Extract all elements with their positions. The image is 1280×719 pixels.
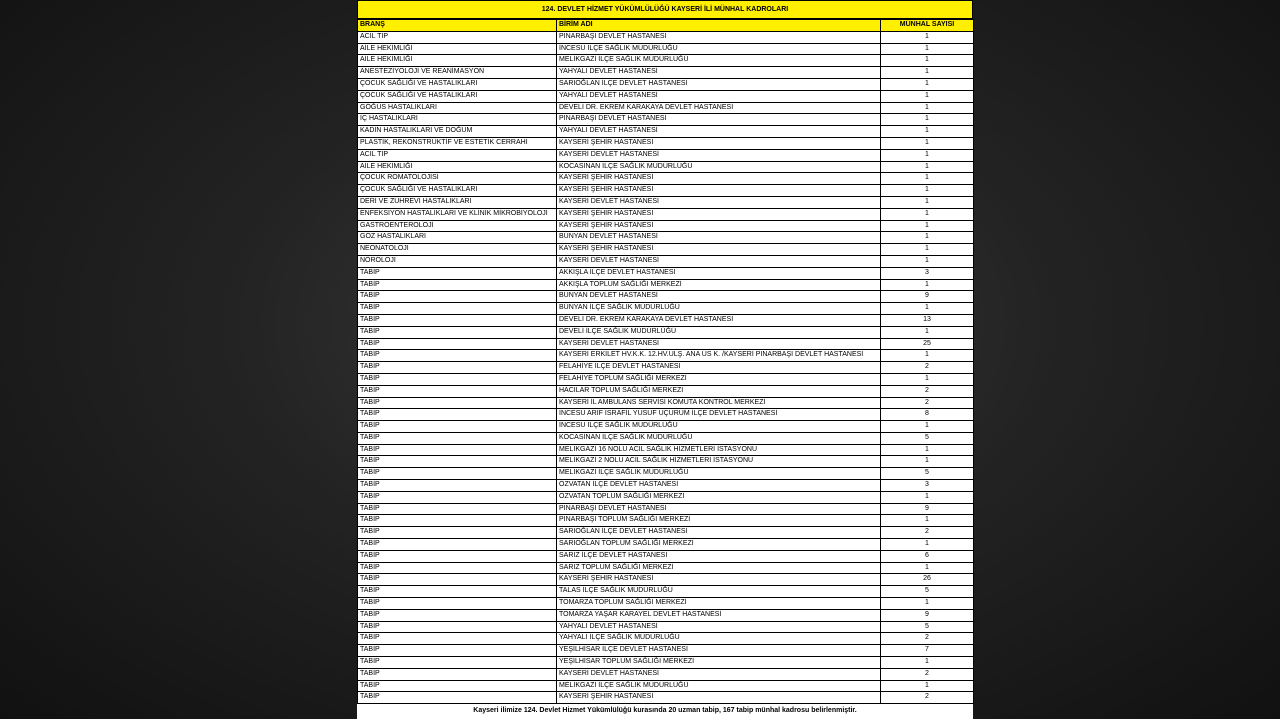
cell-unit: DEVELİ DR. EKREM KARAKAYA DEVLET HASTANESİ — [557, 102, 881, 114]
cell-vacancy-count: 1 — [881, 657, 974, 669]
cell-unit: MELİKGAZİ İLÇE SAĞLIK MÜDÜRLÜĞÜ — [557, 55, 881, 67]
cell-unit: TOMARZA TOPLUM SAĞLIĞI MERKEZİ — [557, 598, 881, 610]
table-row — [358, 397, 974, 409]
cell-unit: KAYSERİ ŞEHİR HASTANESİ — [557, 692, 881, 704]
table-row — [358, 645, 974, 657]
cell-branch: TABİP — [358, 291, 557, 303]
cell-unit: BÜNYAN İLÇE SAĞLIK MÜDÜRLÜĞÜ — [557, 303, 881, 315]
table-row — [358, 692, 974, 704]
cell-unit: YEŞİLHİSAR TOPLUM SAĞLIĞI MERKEZİ — [557, 657, 881, 669]
cell-unit: KAYSERİ ŞEHİR HASTANESİ — [557, 244, 881, 256]
cell-branch: TABİP — [358, 586, 557, 598]
cell-vacancy-count: 1 — [881, 137, 974, 149]
cell-branch: PLASTİK, REKONSTRÜKTİF VE ESTETİK CERRAHİ — [358, 137, 557, 149]
table-row — [358, 173, 974, 185]
cell-branch: TABİP — [358, 279, 557, 291]
table-row — [358, 185, 974, 197]
cell-unit: SARIZ TOPLUM SAĞLIĞI MERKEZİ — [557, 562, 881, 574]
cell-vacancy-count: 2 — [881, 527, 974, 539]
cell-branch: ÇOCUK SAĞLIĞI VE HASTALIKLARI — [358, 78, 557, 90]
cell-branch: TABİP — [358, 326, 557, 338]
table-row — [358, 515, 974, 527]
cell-unit: YAHYALI DEVLET HASTANESİ — [557, 90, 881, 102]
table-row — [358, 385, 974, 397]
cell-vacancy-count: 1 — [881, 515, 974, 527]
cell-vacancy-count: 1 — [881, 491, 974, 503]
table-row — [358, 668, 974, 680]
cell-branch: NEONATOLOJİ — [358, 244, 557, 256]
cell-unit: KAYSERİ ŞEHİR HASTANESİ — [557, 574, 881, 586]
table-row — [358, 432, 974, 444]
cell-vacancy-count: 1 — [881, 43, 974, 55]
cell-branch: TABİP — [358, 562, 557, 574]
cell-branch: GÖZ HASTALIKLARI — [358, 232, 557, 244]
cell-unit: KAYSERİ ŞEHİR HASTANESİ — [557, 137, 881, 149]
cell-vacancy-count: 2 — [881, 362, 974, 374]
table-row — [358, 255, 974, 267]
cell-unit: TALAS İLÇE SAĞLIK MÜDÜRLÜĞÜ — [557, 586, 881, 598]
cell-branch: TABİP — [358, 609, 557, 621]
cell-vacancy-count: 1 — [881, 350, 974, 362]
table-row — [358, 409, 974, 421]
cell-vacancy-count: 1 — [881, 196, 974, 208]
cell-unit: MELİKGAZİ 2 NOLU ACİL SAĞLIK HİZMETLERİ İSTASYONU — [557, 456, 881, 468]
cell-branch: TABİP — [358, 362, 557, 374]
cell-branch: ACİL TIP — [358, 149, 557, 161]
table-row — [358, 102, 974, 114]
cell-vacancy-count: 2 — [881, 385, 974, 397]
cell-branch: TABİP — [358, 385, 557, 397]
cell-branch: TABİP — [358, 621, 557, 633]
table-row — [358, 232, 974, 244]
cell-vacancy-count: 1 — [881, 303, 974, 315]
cell-branch: TABİP — [358, 456, 557, 468]
table-header-row — [358, 20, 974, 32]
cell-unit: TOMARZA YAŞAR KARAYEL DEVLET HASTANESİ — [557, 609, 881, 621]
table-row — [358, 598, 974, 610]
table-row — [358, 586, 974, 598]
cell-branch: İÇ HASTALIKLARI — [358, 114, 557, 126]
cell-vacancy-count: 1 — [881, 114, 974, 126]
cell-branch: NÖROLOJİ — [358, 255, 557, 267]
table-row — [358, 680, 974, 692]
table-row — [358, 503, 974, 515]
table-row — [358, 126, 974, 138]
cell-unit: SARIOĞLAN İLÇE DEVLET HASTANESİ — [557, 78, 881, 90]
cell-vacancy-count: 1 — [881, 421, 974, 433]
cell-vacancy-count: 9 — [881, 609, 974, 621]
cell-branch: TABİP — [358, 338, 557, 350]
table-row — [358, 633, 974, 645]
cell-vacancy-count: 1 — [881, 373, 974, 385]
cell-vacancy-count: 1 — [881, 126, 974, 138]
cell-unit: SARIOĞLAN İLÇE DEVLET HASTANESİ — [557, 527, 881, 539]
table-row — [358, 303, 974, 315]
cell-branch: TABİP — [358, 574, 557, 586]
table-row — [358, 456, 974, 468]
cell-unit: YAHYALI İLÇE SAĞLIK MÜDÜRLÜĞÜ — [557, 633, 881, 645]
cell-branch: TABİP — [358, 303, 557, 315]
cell-unit: MELİKGAZİ İLÇE SAĞLIK MÜDÜRLÜĞÜ — [557, 680, 881, 692]
cell-branch: TABİP — [358, 645, 557, 657]
cell-unit: SARIZ İLÇE DEVLET HASTANESİ — [557, 550, 881, 562]
cell-vacancy-count: 26 — [881, 574, 974, 586]
cell-vacancy-count: 1 — [881, 680, 974, 692]
cell-branch: ENFEKSİYON HASTALIKLARI VE KLİNİK MİKROBİYOLOJİ — [358, 208, 557, 220]
cell-unit: SARIOĞLAN TOPLUM SAĞLIĞI MERKEZİ — [557, 539, 881, 551]
table-row — [358, 291, 974, 303]
cell-unit: PINARBAŞI DEVLET HASTANESİ — [557, 114, 881, 126]
cell-vacancy-count: 6 — [881, 550, 974, 562]
cell-branch: TABİP — [358, 657, 557, 669]
table-row — [358, 114, 974, 126]
table-row — [358, 208, 974, 220]
cell-vacancy-count: 1 — [881, 598, 974, 610]
cell-branch: TABİP — [358, 633, 557, 645]
document-sheet — [357, 0, 973, 719]
cell-unit: ÖZVATAN TOPLUM SAĞLIĞI MERKEZİ — [557, 491, 881, 503]
cell-unit: YEŞİLHİSAR İLÇE DEVLET HASTANESİ — [557, 645, 881, 657]
cell-unit: MELİKGAZİ 16 NOLU ACİL SAĞLIK HİZMETLERİ İSTASYONU — [557, 444, 881, 456]
table-row — [358, 350, 974, 362]
cell-vacancy-count: 1 — [881, 279, 974, 291]
table-row — [358, 468, 974, 480]
cell-branch: GASTROENTEROLOJİ — [358, 220, 557, 232]
table-row — [358, 31, 974, 43]
table-row — [358, 539, 974, 551]
cell-vacancy-count: 1 — [881, 456, 974, 468]
cell-vacancy-count: 3 — [881, 267, 974, 279]
cell-branch: ÇOCUK ROMATOLOJİSİ — [358, 173, 557, 185]
cell-branch: TABİP — [358, 515, 557, 527]
cell-vacancy-count: 3 — [881, 480, 974, 492]
cell-vacancy-count: 9 — [881, 503, 974, 515]
cell-unit: DEVELİ DR. EKREM KARAKAYA DEVLET HASTANESİ — [557, 314, 881, 326]
cell-vacancy-count: 1 — [881, 55, 974, 67]
cell-vacancy-count: 1 — [881, 326, 974, 338]
cell-unit: PINARBAŞI DEVLET HASTANESİ — [557, 31, 881, 43]
cell-unit: YAHYALI DEVLET HASTANESİ — [557, 126, 881, 138]
column-header-vacancy-count: MÜNHAL SAYISI — [881, 20, 974, 32]
cell-vacancy-count: 1 — [881, 444, 974, 456]
cell-unit: KAYSERİ ŞEHİR HASTANESİ — [557, 185, 881, 197]
cell-unit: PINARBAŞI DEVLET HASTANESİ — [557, 503, 881, 515]
cell-unit: HACILAR TOPLUM SAĞLIĞI MERKEZİ — [557, 385, 881, 397]
cell-unit: İNCESU ARİF İSRAFİL YUSUF UÇURUM İLÇE DEVLET HASTANESİ — [557, 409, 881, 421]
cell-unit: PINARBAŞI TOPLUM SAĞLIĞI MERKEZİ — [557, 515, 881, 527]
cell-branch: TABİP — [358, 598, 557, 610]
cell-branch: TABİP — [358, 350, 557, 362]
cell-branch: TABİP — [358, 539, 557, 551]
cell-unit: KOCASİNAN İLÇE SAĞLIK MÜDÜRLÜĞÜ — [557, 432, 881, 444]
table-row — [358, 279, 974, 291]
cell-unit: KAYSERİ ERKİLET HV.K.K. 12.HV.ULŞ. ANA ÜS K. /KAYSERİ PINARBAŞI DEVLET HASTANESİ — [557, 350, 881, 362]
cell-branch: TABİP — [358, 444, 557, 456]
cell-vacancy-count: 5 — [881, 468, 974, 480]
cell-unit: AKKIŞLA TOPLUM SAĞLIĞI MERKEZİ — [557, 279, 881, 291]
table-row — [358, 550, 974, 562]
table-row — [358, 444, 974, 456]
table-row — [358, 244, 974, 256]
cell-vacancy-count: 1 — [881, 102, 974, 114]
cell-branch: TABİP — [358, 550, 557, 562]
cell-vacancy-count: 2 — [881, 397, 974, 409]
cell-branch: ACİL TIP — [358, 31, 557, 43]
cell-unit: İNCESU İLÇE SAĞLIK MÜDÜRLÜĞÜ — [557, 43, 881, 55]
cell-branch: TABİP — [358, 668, 557, 680]
cell-unit: KAYSERİ DEVLET HASTANESİ — [557, 196, 881, 208]
table-row — [358, 609, 974, 621]
cell-branch: TABİP — [358, 692, 557, 704]
cell-unit: MELİKGAZİ İLÇE SAĞLIK MÜDÜRLÜĞÜ — [557, 468, 881, 480]
cell-vacancy-count: 1 — [881, 173, 974, 185]
table-row — [358, 161, 974, 173]
table-row — [358, 67, 974, 79]
table-row — [358, 55, 974, 67]
vacancy-table — [357, 19, 974, 704]
table-row — [358, 421, 974, 433]
column-header-branch: BRANŞ — [358, 20, 557, 32]
cell-branch: TABİP — [358, 480, 557, 492]
cell-branch: TABİP — [358, 267, 557, 279]
cell-vacancy-count: 1 — [881, 232, 974, 244]
cell-vacancy-count: 9 — [881, 291, 974, 303]
cell-unit: AKKIŞLA İLÇE DEVLET HASTANESİ — [557, 267, 881, 279]
cell-vacancy-count: 1 — [881, 149, 974, 161]
cell-branch: AİLE HEKİMLİĞİ — [358, 161, 557, 173]
table-row — [358, 137, 974, 149]
cell-vacancy-count: 1 — [881, 67, 974, 79]
cell-unit: KAYSERİ DEVLET HASTANESİ — [557, 149, 881, 161]
cell-unit: KAYSERİ ŞEHİR HASTANESİ — [557, 208, 881, 220]
cell-branch: TABİP — [358, 468, 557, 480]
cell-branch: TABİP — [358, 421, 557, 433]
table-row — [358, 196, 974, 208]
cell-vacancy-count: 1 — [881, 185, 974, 197]
cell-unit: ÖZVATAN İLÇE DEVLET HASTANESİ — [557, 480, 881, 492]
table-row — [358, 338, 974, 350]
cell-unit: İNCESU İLÇE SAĞLIK MÜDÜRLÜĞÜ — [557, 421, 881, 433]
table-row — [358, 621, 974, 633]
cell-vacancy-count: 8 — [881, 409, 974, 421]
cell-branch: ÇOCUK SAĞLIĞI VE HASTALIKLARI — [358, 185, 557, 197]
cell-vacancy-count: 1 — [881, 31, 974, 43]
cell-vacancy-count: 1 — [881, 78, 974, 90]
cell-vacancy-count: 7 — [881, 645, 974, 657]
cell-vacancy-count: 1 — [881, 562, 974, 574]
cell-branch: AİLE HEKİMLİĞİ — [358, 55, 557, 67]
cell-branch: TABİP — [358, 397, 557, 409]
cell-unit: FELAHİYE İLÇE DEVLET HASTANESİ — [557, 362, 881, 374]
cell-unit: BÜNYAN DEVLET HASTANESİ — [557, 291, 881, 303]
cell-vacancy-count: 13 — [881, 314, 974, 326]
cell-vacancy-count: 1 — [881, 161, 974, 173]
table-row — [358, 78, 974, 90]
table-row — [358, 527, 974, 539]
cell-vacancy-count: 2 — [881, 633, 974, 645]
cell-unit: BÜNYAN DEVLET HASTANESİ — [557, 232, 881, 244]
cell-vacancy-count: 5 — [881, 621, 974, 633]
table-row — [358, 220, 974, 232]
table-row — [358, 90, 974, 102]
table-row — [358, 362, 974, 374]
table-row — [358, 657, 974, 669]
cell-unit: YAHYALI DEVLET HASTANESİ — [557, 621, 881, 633]
cell-vacancy-count: 2 — [881, 692, 974, 704]
cell-unit: KOCASİNAN İLÇE SAĞLIK MÜDÜRLÜĞÜ — [557, 161, 881, 173]
cell-vacancy-count: 25 — [881, 338, 974, 350]
cell-branch: TABİP — [358, 373, 557, 385]
cell-unit: KAYSERİ DEVLET HASTANESİ — [557, 338, 881, 350]
table-row — [358, 326, 974, 338]
cell-unit: KAYSERİ ŞEHİR HASTANESİ — [557, 173, 881, 185]
table-row — [358, 491, 974, 503]
cell-vacancy-count: 1 — [881, 539, 974, 551]
cell-vacancy-count: 2 — [881, 668, 974, 680]
cell-unit: DEVELİ İLÇE SAĞLIK MÜDÜRLÜĞÜ — [557, 326, 881, 338]
table-row — [358, 574, 974, 586]
cell-unit: KAYSERİ DEVLET HASTANESİ — [557, 668, 881, 680]
cell-branch: TABİP — [358, 527, 557, 539]
table-row — [358, 480, 974, 492]
table-row — [358, 562, 974, 574]
column-header-unit: BİRİM ADI — [557, 20, 881, 32]
cell-vacancy-count: 1 — [881, 220, 974, 232]
cell-unit: KAYSERİ ŞEHİR HASTANESİ — [557, 220, 881, 232]
cell-branch: TABİP — [358, 503, 557, 515]
cell-unit: FELAHİYE TOPLUM SAĞLIĞI MERKEZİ — [557, 373, 881, 385]
table-row — [358, 43, 974, 55]
cell-branch: TABİP — [358, 409, 557, 421]
cell-branch: TABİP — [358, 491, 557, 503]
cell-vacancy-count: 5 — [881, 586, 974, 598]
table-row — [358, 149, 974, 161]
cell-vacancy-count: 5 — [881, 432, 974, 444]
cell-unit: YAHYALI DEVLET HASTANESİ — [557, 67, 881, 79]
cell-branch: TABİP — [358, 314, 557, 326]
table-row — [358, 267, 974, 279]
table-row — [358, 314, 974, 326]
cell-vacancy-count: 1 — [881, 255, 974, 267]
cell-branch: KADIN HASTALIKLARI VE DOĞUM — [358, 126, 557, 138]
footer-note: Kayseri ilimize 124. Devlet Hizmet Yükümlülüğü kurasında 20 uzman tabip, 167 tabip münhal kadrosu belirlenmiştir. — [473, 707, 857, 714]
cell-unit: KAYSERİ İL AMBULANS SERVİSİ KOMUTA KONTROL MERKEZİ — [557, 397, 881, 409]
cell-branch: TABİP — [358, 432, 557, 444]
cell-vacancy-count: 1 — [881, 90, 974, 102]
cell-vacancy-count: 1 — [881, 208, 974, 220]
cell-vacancy-count: 1 — [881, 244, 974, 256]
cell-branch: AİLE HEKİMLİĞİ — [358, 43, 557, 55]
table-row — [358, 373, 974, 385]
document-title: 124. DEVLET HİZMET YÜKÜMLÜLÜĞÜ KAYSERİ İLİ MÜNHAL KADROLARI — [357, 0, 973, 19]
cell-branch: TABİP — [358, 680, 557, 692]
cell-branch: GÖĞÜS HASTALIKLARI — [358, 102, 557, 114]
cell-branch: DERİ VE ZÜHREVİ HASTALIKLARI — [358, 196, 557, 208]
cell-branch: ÇOCUK SAĞLIĞI VE HASTALIKLARI — [358, 90, 557, 102]
cell-branch: ANESTEZİYOLOJİ VE REANİMASYON — [358, 67, 557, 79]
cell-unit: KAYSERİ DEVLET HASTANESİ — [557, 255, 881, 267]
